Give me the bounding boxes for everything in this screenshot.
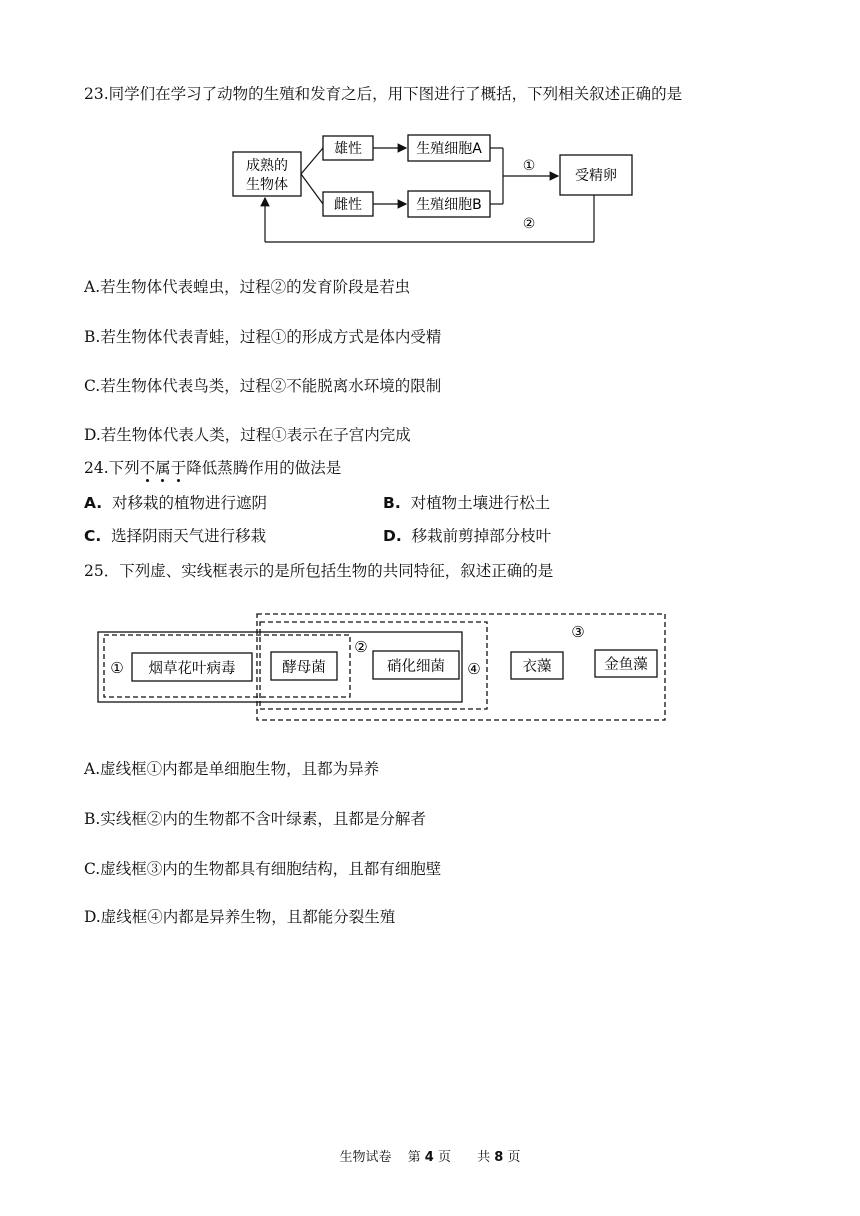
- footer-total-prefix: 共: [477, 1150, 491, 1165]
- q25-option-a: A.虚线框①内都是单细胞生物，且都为异养: [84, 760, 380, 778]
- q25-option-c: C.虚线框③内的生物都具有细胞结构，且都有细胞壁: [84, 860, 442, 878]
- process-1-label: ①: [522, 158, 536, 174]
- footer-total: [477, 1150, 520, 1165]
- q24-stem: [84, 458, 341, 478]
- frame-3-label: ③: [571, 623, 585, 641]
- option-letter: A.: [84, 494, 103, 512]
- process-2-label: ②: [522, 216, 536, 232]
- option-text: 对植物土壤进行松土: [410, 494, 551, 512]
- q23-stem: 23.同学们在学习了动物的生殖和发育之后，用下图进行了概括，下列相关叙述正确的是: [84, 85, 683, 103]
- option-letter: C.: [84, 527, 102, 545]
- fertilized-egg-label: 受精卵: [575, 168, 617, 184]
- q24-emph-char: 不: [139, 459, 156, 477]
- organism-nitrifying-bacteria-label: 硝化细菌: [387, 659, 445, 675]
- frame-1-label: ①: [110, 659, 124, 677]
- q23-option-a: A.若生物体代表蝗虫，过程②的发育阶段是若虫: [84, 278, 411, 296]
- organism-hornwort-label: 金鱼藻: [604, 657, 648, 673]
- q24-option-b: [383, 493, 550, 513]
- footer-total-suffix: 页: [507, 1150, 521, 1165]
- q25-diagram: [90, 608, 675, 728]
- male-label: 雄性: [334, 141, 362, 157]
- option-text: 选择阴雨天气进行移栽: [111, 527, 267, 545]
- footer-page: [408, 1150, 451, 1165]
- q24-option-c: [84, 526, 266, 546]
- footer-total-number: 8: [494, 1150, 504, 1165]
- option-letter: B.: [383, 494, 401, 512]
- q23-diagram: [225, 128, 635, 248]
- mature-organism-label-1: 成熟的: [246, 158, 288, 174]
- organism-yeast-label: 酵母菌: [282, 660, 326, 676]
- q24-option-d: [383, 526, 551, 546]
- q24-stem-prefix: 24.下列: [84, 459, 140, 477]
- organism-chlamydomonas-label: 衣藻: [522, 659, 552, 675]
- q24-stem-suffix: 降低蒸腾作用的做法是: [186, 459, 342, 477]
- q25-option-d: D.虚线框④内都是异养生物，且都能分裂生殖: [84, 908, 396, 926]
- footer-page-suffix: 页: [437, 1150, 451, 1165]
- q24-emph-char: 于: [170, 459, 187, 477]
- footer-page-prefix: 第: [407, 1150, 421, 1165]
- frame-2-label: ②: [354, 638, 368, 656]
- frame-4-label: ④: [467, 660, 481, 678]
- option-text: 移栽前剪掉部分枝叶: [411, 527, 552, 545]
- q25-option-b: B.实线框②内的生物都不含叶绿素，且都是分解者: [84, 810, 426, 828]
- female-label: 雌性: [334, 197, 362, 213]
- reproductive-cell-b-label: 生殖细胞B: [416, 197, 482, 213]
- option-text: 对移栽的植物进行遮阴: [112, 494, 268, 512]
- q23-option-c: C.若生物体代表鸟类，过程②不能脱离水环境的限制: [84, 377, 442, 395]
- reproductive-cell-a-label: 生殖细胞A: [416, 141, 482, 157]
- q23-option-b: B.若生物体代表青蛙，过程①的形成方式是体内受精: [84, 328, 442, 346]
- q25-stem: 25．下列虚、实线框表示的是所包括生物的共同特征，叙述正确的是: [84, 562, 554, 580]
- q24-emph-char: 属: [155, 459, 171, 477]
- q23-option-d: D.若生物体代表人类，过程①表示在子宫内完成: [84, 426, 411, 444]
- q24-option-a: [84, 493, 267, 513]
- organism-tmv-label: 烟草花叶病毒: [148, 661, 236, 677]
- mature-organism-label-2: 生物体: [246, 177, 288, 193]
- option-letter: D.: [383, 527, 402, 545]
- footer-subject: 生物试卷: [339, 1150, 392, 1165]
- footer-page-number: 4: [424, 1150, 434, 1165]
- page-footer: [0, 1146, 860, 1165]
